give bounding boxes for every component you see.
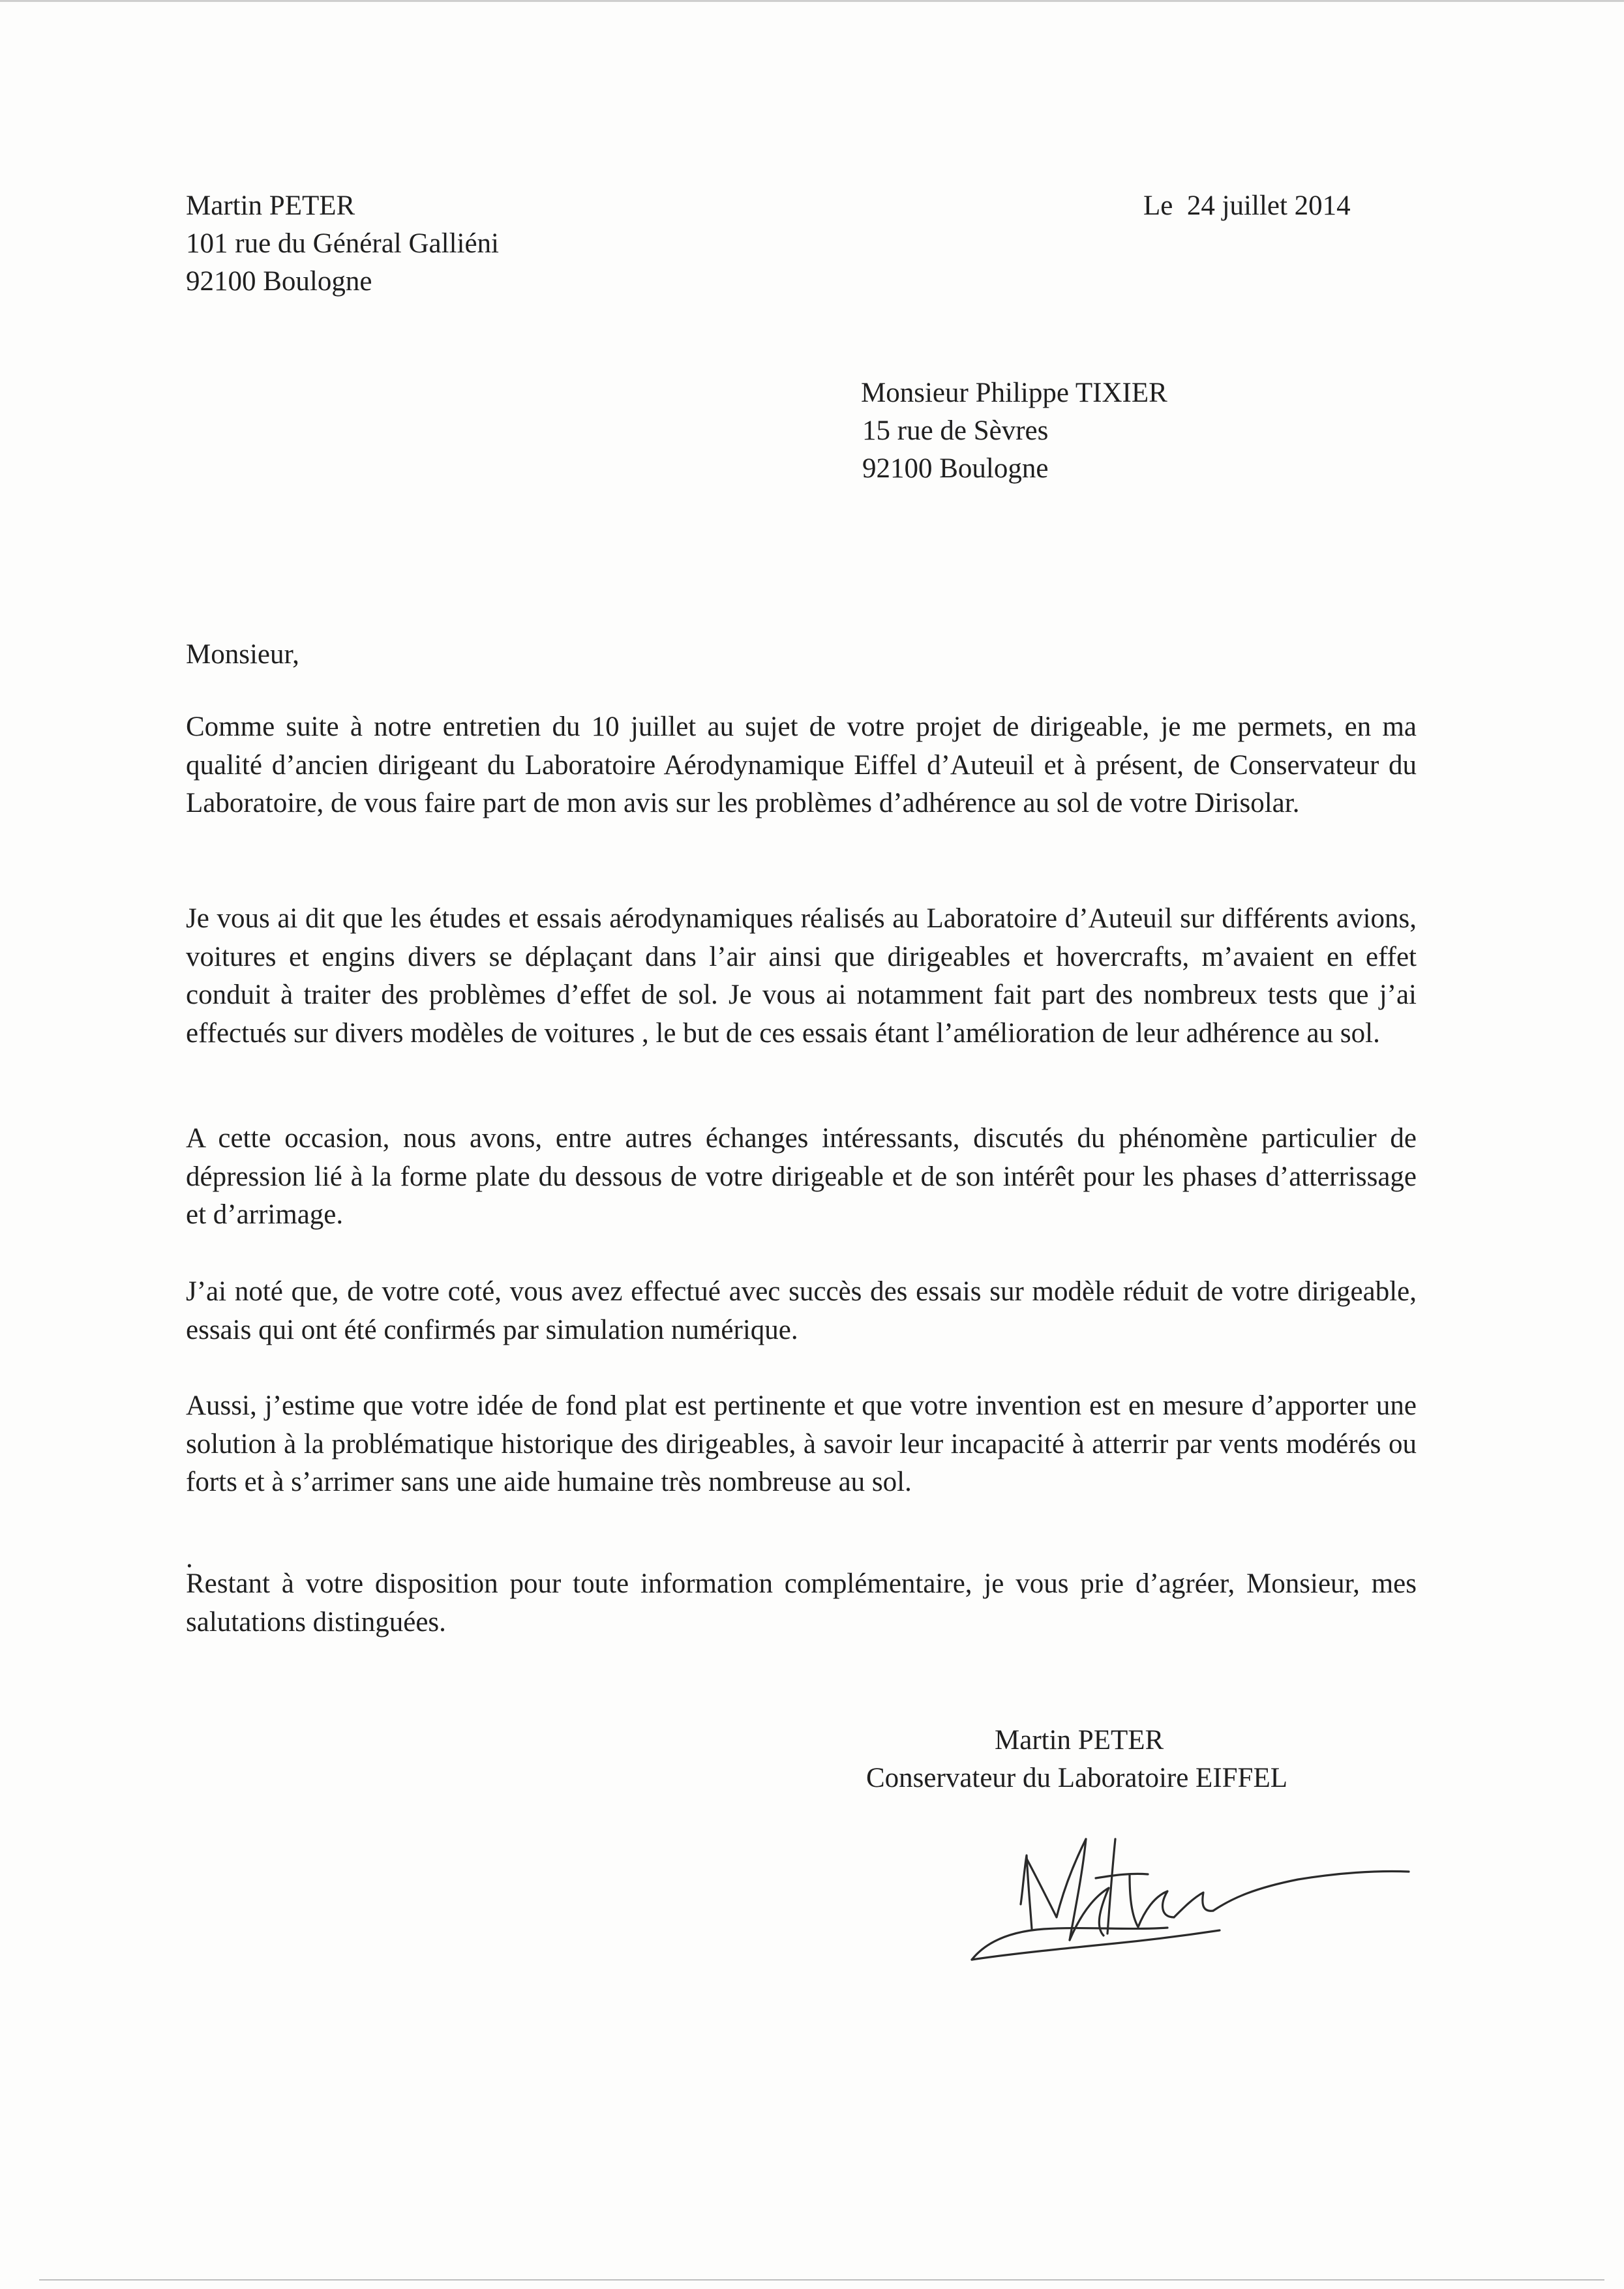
closing-name: Martin PETER (995, 1725, 1164, 1756)
closing-title: Conservateur du Laboratoire EIFFEL (866, 1763, 1288, 1793)
paragraph-1: Comme suite à notre entretien du 10 juillet au sujet de votre projet de dirigeable, je me permets, en ma qualité d’ancien dirigeant du Laboratoire Aérodynamique Eiffel d’Auteuil et à présent, de Conservateur du Laboratoire, de vous faire part de mon avis sur les problèmes d’adhérence au sol de votre Dirisolar. (186, 711, 1417, 818)
sender-name: Martin PETER (186, 190, 355, 221)
sender-city: 92100 Boulogne (186, 266, 372, 297)
recipient-street: 15 rue de Sèvres (862, 415, 1049, 446)
handwritten-signature (959, 1819, 1415, 1976)
recipient-address (861, 374, 1167, 488)
sender-street: 101 rue du Général Galliéni (186, 228, 499, 259)
paragraph-3: A cette occasion, nous avons, entre autres échanges intéressants, discutés du phénomène particulier de dépression lié à la forme plate du dessous de votre dirigeable et de son intérêt pour les phases d’atterrissage et d’arrimage. (186, 1123, 1417, 1230)
sender-address (186, 187, 499, 301)
paragraph-5: Aussi, j’estime que votre idée de fond plat est pertinente et que votre invention est en mesure d’apporter une solution à la problématique historique des dirigeables, à savoir leur incapacité à atterrir par vents modérés ou forts et à s’arrimer sans une aide humaine très nombreuse au sol. (186, 1390, 1417, 1497)
paragraph-6: Restant à votre disposition pour toute information complémentaire, je vous prie d’agréer, Monsieur, mes salutations distinguées. (186, 1568, 1417, 1638)
paragraph-2: Je vous ai dit que les études et essais aérodynamiques réalisés au Laboratoire d’Auteuil sur différents avions, voitures et engins divers se déplaçant dans l’air ainsi que dirigeables et hovercrafts, m’avaient en effet conduit à traiter des problèmes d’effet de sol. Je vous ai notamment fait part des nombreux tests que j’ai effectués sur divers modèles de voitures , le but de ces essais étant l’amélioration de leur adhérence au sol. (186, 903, 1417, 1049)
scan-edge-top (0, 0, 1624, 2)
letter-date: Le 24 juillet 2014 (1143, 190, 1351, 221)
recipient-name: Monsieur Philippe TIXIER (861, 378, 1167, 408)
salutation: Monsieur, (186, 639, 299, 670)
stray-dot: . (186, 1543, 193, 1574)
paragraph-4: J’ai noté que, de votre coté, vous avez effectué avec succès des essais sur modèle réduit de votre dirigeable, essais qui ont été confirmés par simulation numérique. (186, 1276, 1417, 1345)
recipient-city: 92100 Boulogne (862, 453, 1049, 484)
scan-edge-bottom (39, 2279, 1604, 2281)
